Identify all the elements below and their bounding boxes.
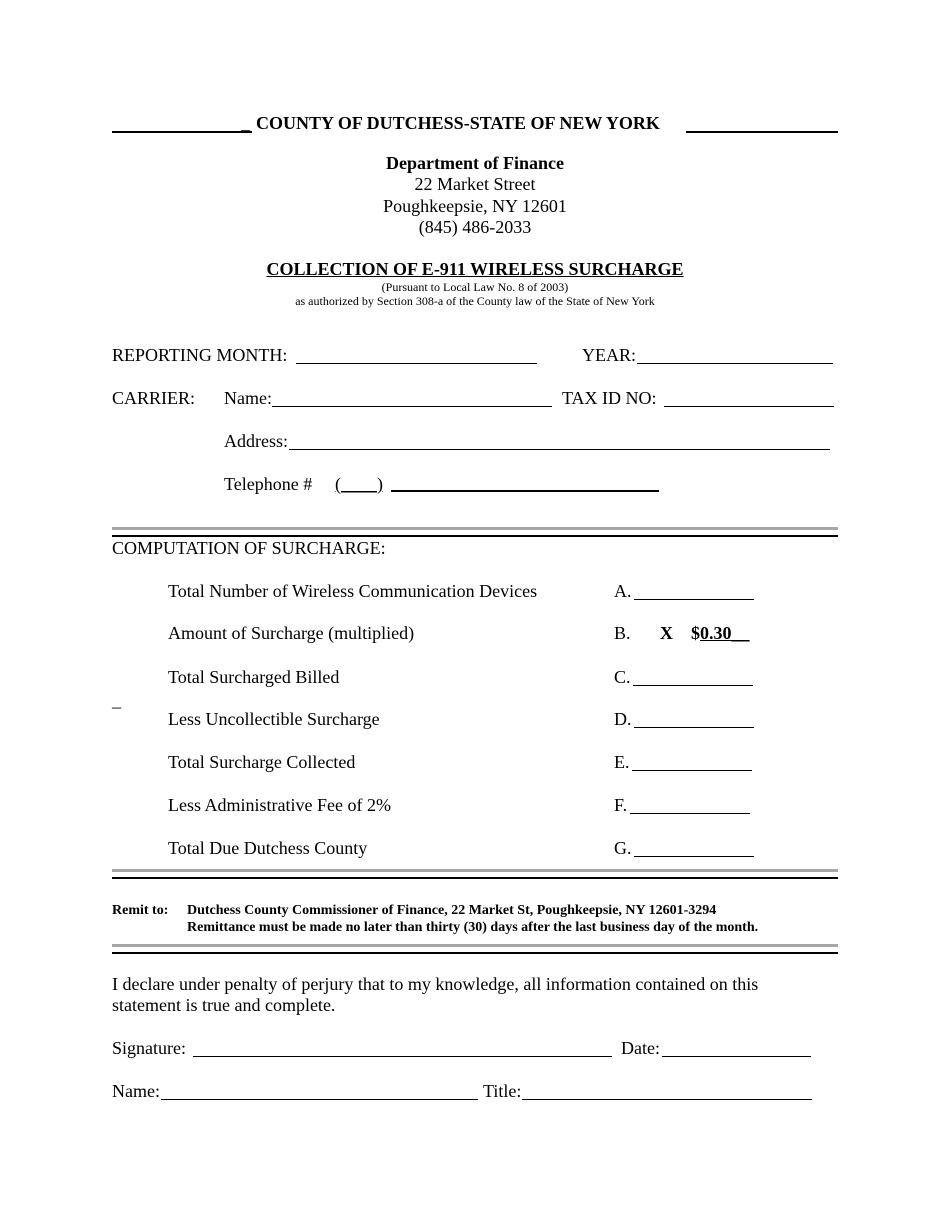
date-label: Date: bbox=[621, 1038, 660, 1058]
remit-deadline: Remittance must be made no later than thirty (30) days after the last business day of the month. bbox=[187, 920, 759, 935]
remit-divider-bottom bbox=[112, 877, 838, 879]
row-c-field[interactable] bbox=[633, 685, 753, 686]
section-divider-bottom bbox=[112, 535, 838, 537]
carrier-phone-area-code[interactable]: (____) bbox=[335, 474, 383, 494]
carrier-name-label: Name: bbox=[224, 388, 272, 408]
signer-title-field[interactable] bbox=[522, 1099, 812, 1100]
reporting-month-label: REPORTING MONTH: bbox=[112, 345, 288, 365]
row-c-letter: C. bbox=[614, 667, 631, 687]
county-title: COUNTY OF DUTCHESS-STATE OF NEW YORK bbox=[256, 113, 660, 133]
tax-id-label: TAX ID NO: bbox=[562, 388, 657, 408]
row-g-label: Total Due Dutchess County bbox=[168, 838, 368, 858]
signer-title-label: Title: bbox=[483, 1081, 522, 1101]
row-f-field[interactable] bbox=[630, 813, 750, 814]
year-label: YEAR: bbox=[582, 345, 636, 365]
row-a-label: Total Number of Wireless Communication Devices bbox=[168, 581, 538, 601]
signature-label: Signature: bbox=[112, 1038, 186, 1058]
row-f-label: Less Administrative Fee of 2% bbox=[168, 795, 391, 815]
row-f-letter: F. bbox=[614, 795, 628, 815]
signer-name-field[interactable] bbox=[161, 1099, 478, 1100]
signature-field[interactable] bbox=[193, 1056, 612, 1057]
computation-heading: COMPUTATION OF SURCHARGE: bbox=[112, 538, 386, 558]
tax-id-field[interactable] bbox=[664, 406, 834, 407]
remit-label: Remit to: bbox=[112, 903, 169, 918]
surcharge-rate bbox=[691, 623, 750, 644]
surcharge-amount: 0.30__ bbox=[700, 623, 750, 643]
surcharge-currency: $ bbox=[691, 623, 700, 643]
date-field[interactable] bbox=[662, 1056, 811, 1057]
header-rule-right bbox=[686, 131, 838, 133]
declaration-divider-bottom bbox=[112, 952, 838, 954]
carrier-name-field[interactable] bbox=[272, 406, 552, 407]
row-g-letter: G. bbox=[614, 838, 632, 858]
department-phone: (845) 486-2033 bbox=[418, 217, 532, 237]
row-d-letter: D. bbox=[614, 709, 632, 729]
form-title: COLLECTION OF E-911 WIRELESS SURCHARGE bbox=[266, 259, 684, 279]
dash-marker: _ bbox=[112, 690, 121, 710]
remit-address: Dutchess County Commissioner of Finance, 22 Market St, Poughkeepsie, NY 12601-3294 bbox=[187, 903, 717, 918]
row-e-label: Total Surcharge Collected bbox=[168, 752, 356, 772]
department-street: 22 Market Street bbox=[414, 174, 536, 194]
declaration-text-line2: statement is true and complete. bbox=[112, 995, 336, 1015]
row-g-field[interactable] bbox=[634, 856, 754, 857]
declaration-divider-top bbox=[112, 944, 838, 947]
row-a-field[interactable] bbox=[634, 599, 754, 600]
remit-divider-top bbox=[112, 869, 838, 872]
department-city: Poughkeepsie, NY 12601 bbox=[383, 196, 567, 216]
declaration-text-line1: I declare under penalty of perjury that to my knowledge, all information contained on this bbox=[112, 974, 759, 994]
carrier-address-label: Address: bbox=[224, 431, 288, 451]
header-rule-left bbox=[112, 131, 252, 133]
row-e-letter: E. bbox=[614, 752, 630, 772]
form-subtitle-law: (Pursuant to Local Law No. 8 of 2003) bbox=[381, 280, 569, 294]
year-field[interactable] bbox=[637, 363, 833, 364]
row-d-label: Less Uncollectible Surcharge bbox=[168, 709, 380, 729]
row-b-label: Amount of Surcharge (multiplied) bbox=[168, 623, 415, 643]
form-subtitle-authority: as authorized by Section 308-a of the County law of the State of New York bbox=[295, 294, 655, 308]
section-divider-top bbox=[112, 527, 838, 530]
carrier-phone-label: Telephone # bbox=[224, 474, 313, 494]
row-b-letter: B. bbox=[614, 623, 631, 643]
carrier-phone-field[interactable] bbox=[391, 490, 659, 492]
row-a-letter: A. bbox=[614, 581, 632, 601]
carrier-address-field[interactable] bbox=[289, 449, 830, 450]
form-title-wrap bbox=[0, 259, 950, 280]
signer-name-label: Name: bbox=[112, 1081, 160, 1101]
row-e-field[interactable] bbox=[632, 770, 752, 771]
row-d-field[interactable] bbox=[634, 727, 754, 728]
multiply-sign: X bbox=[660, 623, 673, 643]
carrier-label: CARRIER: bbox=[112, 388, 196, 408]
county-prefix: _ bbox=[241, 113, 250, 133]
department-name: Department of Finance bbox=[386, 153, 564, 173]
row-c-label: Total Surcharged Billed bbox=[168, 667, 340, 687]
reporting-month-field[interactable] bbox=[296, 363, 537, 364]
